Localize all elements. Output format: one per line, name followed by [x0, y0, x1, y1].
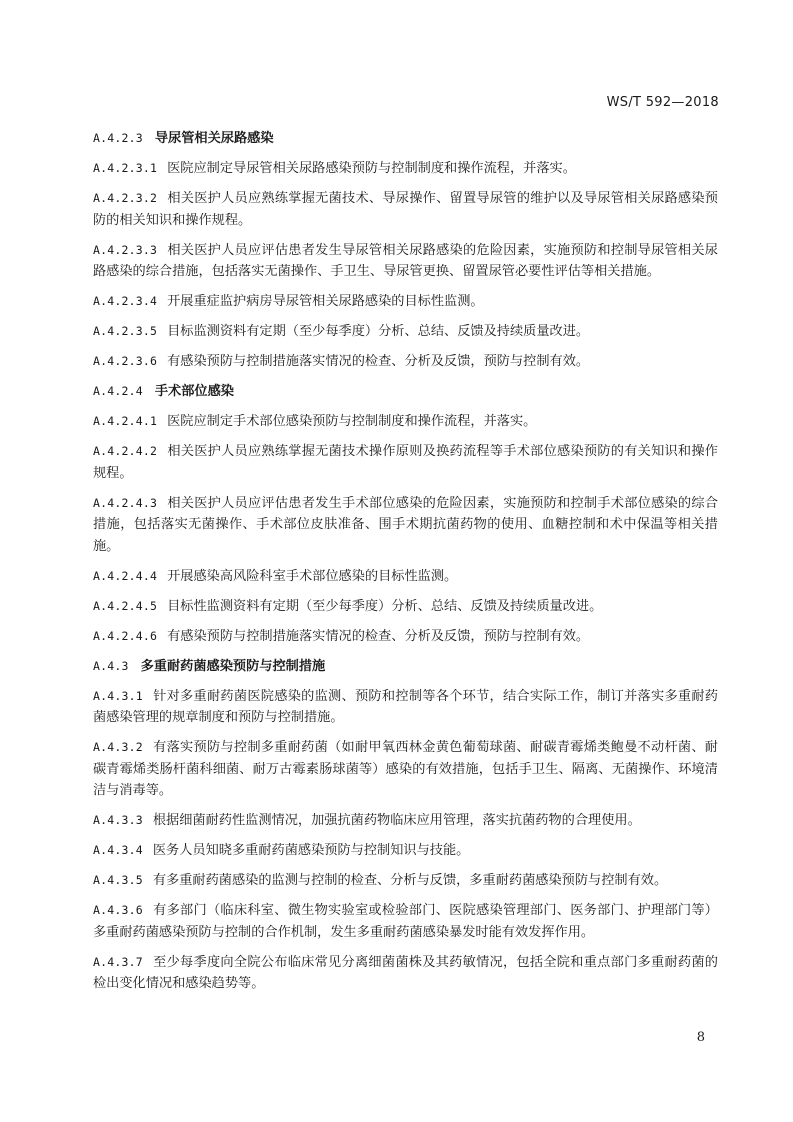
- clause-paragraph: [93, 291, 718, 313]
- clause-text: 相关医护人员应熟练掌握无菌技术、导尿操作、留置导尿管的维护以及导尿管相关尿路感染预防的相关知识和操作规程。: [93, 191, 718, 228]
- clause-text: 有多重耐药菌感染的监测与控制的检查、分析与反馈，多重耐药菌感染预防与控制有效。: [152, 873, 668, 888]
- clause-paragraph: [93, 952, 718, 995]
- clause-number: A.4.2.4.3: [93, 495, 158, 510]
- section-title: 手术部位感染: [154, 384, 234, 399]
- clause-text: 目标监测资料有定期（至少每季度）分析、总结、反馈及持续质量改进。: [167, 324, 590, 339]
- clause-number: A.4.2.4.6: [93, 628, 158, 643]
- clause-text: 有多部门（临床科室、微生物实验室或检验部门、医院感染管理部门、医务部门、护理部门等）多重耐药菌感染预防与控制的合作机制，发生多重耐药菌感染暴发时能有效发挥作用。: [93, 903, 718, 940]
- clause-number: A.4.2.4.1: [93, 414, 158, 428]
- section-heading: [93, 128, 718, 150]
- clause-number: A.4.3.2: [93, 740, 143, 754]
- clause-text: 至少每季度向全院公布临床常见分离细菌菌株及其药敏情况，包括全院和重点部门多重耐药菌的检出变化情况和感染趋势等。: [93, 954, 718, 991]
- clause-paragraph: [93, 686, 718, 729]
- clause-text: 根据细菌耐药性监测情况，加强抗菌药物临床应用管理，落实抗菌药物的合理使用。: [152, 813, 641, 828]
- clause-text: 有落实预防与控制多重耐药菌（如耐甲氧西林金黄色葡萄球菌、耐碳青霉烯类鲍曼不动杆菌、耐碳青霉烯类肠杆菌科细菌、耐万古霉素肠球菌等）感染的有效措施，包括手卫生、隔离、无菌操作、环境清洁与消毒等。: [93, 740, 718, 798]
- clause-paragraph: [93, 411, 718, 433]
- clause-text: 有感染预防与控制措施落实情况的检查、分析及反馈，预防与控制有效。: [167, 354, 590, 369]
- clause-paragraph: [93, 840, 718, 862]
- clause-number: A.4.2.3.6: [93, 354, 158, 368]
- clause-text: 有感染预防与控制措施落实情况的检查、分析及反馈，预防与控制有效。: [167, 628, 590, 644]
- clause-paragraph: [93, 810, 718, 832]
- clause-paragraph: [93, 321, 718, 343]
- clause-text: 相关医护人员应评估患者发生导尿管相关尿路感染的危险因素，实施预防和控制导尿管相关尿路感染的综合措施，包括落实无菌操作、手卫生、导尿管更换、留置尿管必要性评估等相关措施。: [93, 242, 718, 279]
- clause-paragraph: [93, 626, 718, 648]
- clause-number: A.4.3.7: [93, 954, 143, 969]
- section-number: A.4.2.4: [93, 384, 143, 398]
- clause-text: 医院应制定导尿管相关尿路感染预防与控制制度和操作流程，并落实。: [167, 161, 576, 176]
- clause-paragraph: [93, 737, 718, 802]
- clause-paragraph: [93, 900, 718, 943]
- clause-paragraph: [93, 351, 718, 373]
- section-heading: [93, 656, 718, 678]
- section-title: 多重耐药菌感染预防与控制措施: [140, 658, 326, 674]
- clause-number: A.4.3.5: [93, 873, 143, 887]
- clause-number: A.4.3.3: [93, 813, 143, 827]
- clause-text: 医院应制定手术部位感染预防与控制制度和操作流程，并落实。: [167, 414, 537, 429]
- clause-number: A.4.2.3.3: [93, 242, 158, 257]
- clause-text: 目标性监测资料有定期（至少每季度）分析、总结、反馈及持续质量改进。: [167, 598, 603, 614]
- clause-paragraph: [93, 158, 718, 180]
- clause-number: A.4.2.3.1: [93, 161, 158, 175]
- document-body: [93, 128, 718, 1003]
- clause-number: A.4.2.4.2: [93, 444, 158, 458]
- clause-text: 相关医护人员应熟练掌握无菌技术操作原则及换药流程等手术部位感染预防的有关知识和操作规程。: [93, 444, 718, 481]
- clause-number: A.4.3.6: [93, 903, 143, 917]
- clause-number: A.4.2.4.5: [93, 598, 158, 613]
- clause-paragraph: [93, 870, 718, 892]
- section-heading: [93, 381, 718, 403]
- clause-text: 针对多重耐药菌医院感染的监测、预防和控制等各个环节，结合实际工作，制订并落实多重耐药菌感染管理的规章制度和预防与控制措施。: [93, 688, 718, 725]
- clause-paragraph: [93, 188, 718, 231]
- clause-number: A.4.3.4: [93, 843, 143, 857]
- clause-paragraph: [93, 240, 718, 283]
- clause-paragraph: [93, 493, 718, 558]
- clause-paragraph: [93, 441, 718, 484]
- clause-text: 相关医护人员应评估患者发生手术部位感染的危险因素，实施预防和控制手术部位感染的综合措施，包括落实无菌操作、手术部位皮肤准备、围手术期抗菌药物的使用、血糖控制和术中保温等相关措施。: [93, 495, 718, 554]
- page-number: 8: [696, 1030, 705, 1045]
- clause-number: A.4.3.1: [93, 688, 143, 703]
- section-number: A.4.3: [93, 658, 129, 673]
- clause-paragraph: [93, 596, 718, 618]
- clause-text: 开展感染高风险科室手术部位感染的目标性监测。: [167, 568, 458, 584]
- clause-number: A.4.2.3.2: [93, 191, 158, 205]
- clause-paragraph: [93, 566, 718, 588]
- clause-text: 开展重症监护病房导尿管相关尿路感染的目标性监测。: [167, 294, 484, 309]
- standard-code: WS/T 592—2018: [606, 95, 719, 110]
- clause-text: 医务人员知晓多重耐药菌感染预防与控制知识与技能。: [152, 843, 470, 858]
- section-title: 导尿管相关尿路感染: [154, 131, 274, 146]
- section-number: A.4.2.3: [93, 131, 143, 145]
- clause-number: A.4.2.3.4: [93, 294, 158, 308]
- clause-number: A.4.2.4.4: [93, 568, 158, 583]
- clause-number: A.4.2.3.5: [93, 324, 158, 338]
